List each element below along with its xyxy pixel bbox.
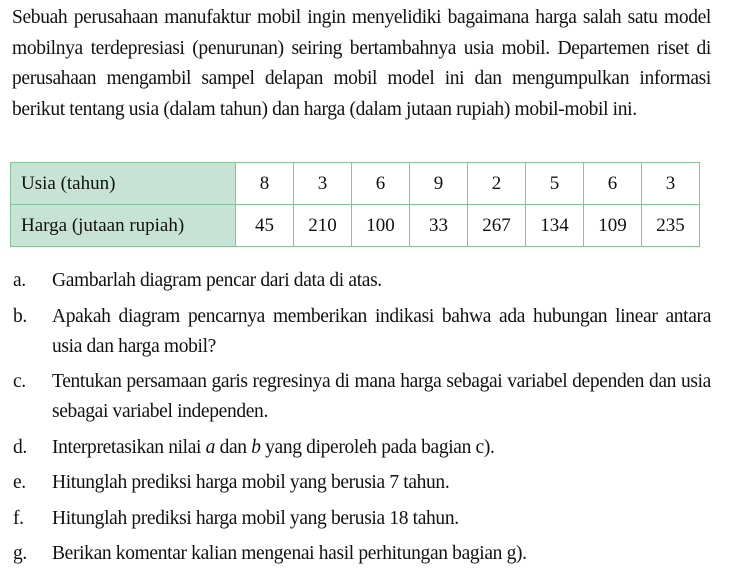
question-d	[0, 433, 711, 463]
question-f	[0, 504, 711, 534]
question-list	[0, 266, 711, 575]
table-cell: 100	[352, 205, 410, 247]
table-cell: 3	[294, 163, 352, 205]
question-text: Gambarlah diagram pencar dari data di atas.	[52, 270, 382, 291]
question-label: d.	[13, 436, 27, 458]
question-text: Tentukan persamaan garis regresinya di mana harga sebagai variabel dependen dan usia sebagai variabel independen.	[52, 371, 711, 422]
question-text-part: Interpretasikan nilai	[52, 436, 206, 458]
table-cell: 8	[236, 163, 294, 205]
question-b	[0, 302, 711, 362]
question-text-part: dan	[215, 436, 252, 458]
question-a	[0, 266, 711, 296]
table-cell: 5	[526, 163, 584, 205]
variable-a: a	[205, 436, 216, 458]
table-cell: 2	[468, 163, 526, 205]
question-label: f.	[13, 507, 24, 529]
variable-b: b	[251, 436, 261, 458]
table-cell: 267	[468, 205, 526, 247]
table-cell: 134	[526, 205, 584, 247]
table-cell: 45	[236, 205, 294, 247]
row-label-harga: Harga (jutaan rupiah)	[11, 205, 236, 247]
table-cell: 235	[642, 205, 700, 247]
question-label: b.	[13, 305, 27, 327]
question-text: Hitunglah prediksi harga mobil yang berusia 18 tahun.	[52, 507, 459, 529]
question-text-part: yang diperoleh pada bagian c).	[260, 436, 495, 458]
table-cell: 6	[352, 163, 410, 205]
question-label: g.	[13, 543, 27, 564]
question-label: a.	[13, 270, 26, 291]
table-cell: 33	[410, 205, 468, 247]
question-text: Hitunglah prediksi harga mobil yang berusia 7 tahun.	[52, 472, 450, 493]
table-cell: 3	[642, 163, 700, 205]
question-c	[0, 367, 711, 427]
data-table	[10, 162, 700, 247]
intro-paragraph: Sebuah perusahaan manufaktur mobil ingin menyelidiki bagaimana harga salah satu model mobilnya terdepresiasi (penurunan) seiring bertambahnya usia mobil. Departemen riset di perusahaan mengambil sampel delapan mobil model ini dan mengumpulkan informasi berikut tentang usia (dalam tahun) dan harga (dalam jutaan rupiah) mobil-mobil ini.	[12, 7, 711, 120]
question-text	[52, 437, 495, 458]
question-label: c.	[13, 371, 26, 392]
table-cell: 9	[410, 163, 468, 205]
question-e	[0, 468, 711, 498]
table-cell: 210	[294, 205, 352, 247]
table-cell: 6	[584, 163, 642, 205]
question-text: Apakah diagram pencarnya memberikan indikasi bahwa ada hubungan linear antara usia dan harga mobil?	[52, 305, 711, 357]
row-label-usia: Usia (tahun)	[11, 163, 236, 205]
table-row-usia	[11, 163, 700, 205]
table-cell: 109	[584, 205, 642, 247]
question-label: e.	[13, 472, 26, 493]
question-g	[0, 539, 711, 569]
table-row-harga	[11, 205, 700, 247]
question-text: Berikan komentar kalian mengenai hasil perhitungan bagian g).	[52, 543, 527, 564]
